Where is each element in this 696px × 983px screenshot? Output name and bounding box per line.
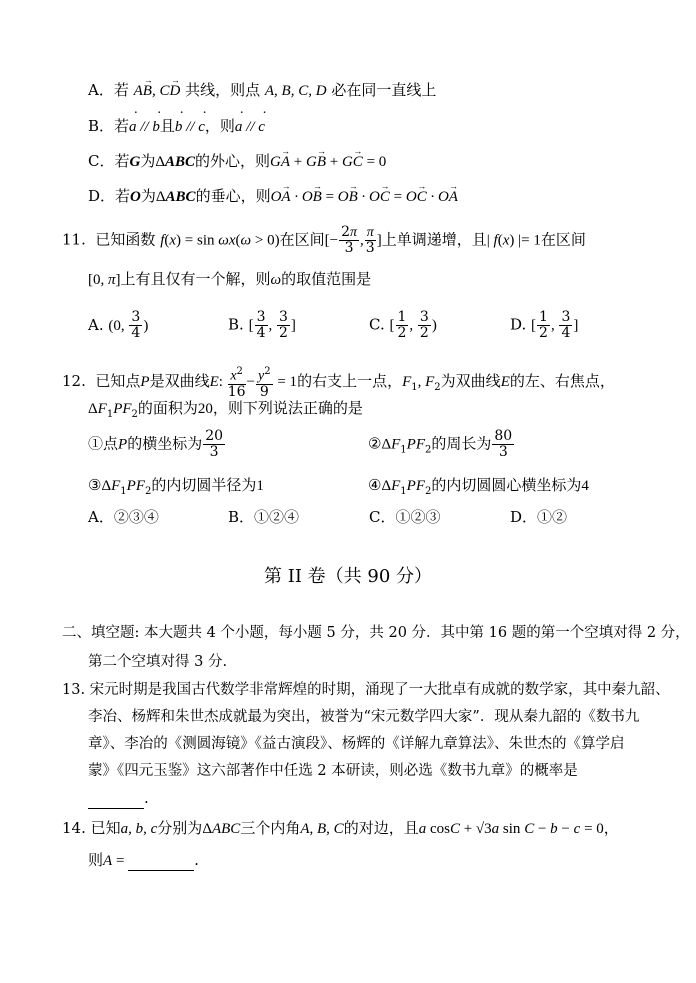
q13-line3: 章》、李冶的《测圆海镜》《益古演段》、杨辉的《详解九章算法》、朱世杰的《算学启 <box>88 736 625 752</box>
q14-line2: 则A = . <box>88 851 199 869</box>
q13-answer-line: . <box>88 788 149 809</box>
q13-line2: 李冶、杨辉和朱世杰成就最为突出，被誉为“宋元数学四大家”．现从秦九韶的《数书九 <box>88 709 640 725</box>
q11-option-a: A. (0, $\frac{3}{4}$ ) <box>88 309 149 341</box>
q12-statement-2: $②\Delta F_1PF_2$的周长为 $\frac{80}{3}$ <box>368 428 513 460</box>
q10-option-d: D．若O为ΔABC的垂心，则→ OA · → OB = → OB · → OC = → OC · → OA <box>88 186 458 207</box>
q12-statement-3: $③\Delta F_1PF_2$的内切圆半径为1 <box>88 476 264 497</box>
q11-option-d: D. [ $\frac{1}{2}$ , $\frac{3}{4}$ ] <box>510 309 579 341</box>
q12-statement-1: ①点P的横坐标为 $\frac{20}{3}$ <box>88 428 224 460</box>
section-title: 第 II 卷（共 90 分） <box>263 566 432 587</box>
q11-options <box>88 310 148 341</box>
q10-option-b: B．若· a // · b且· b // · c，则· a // · c <box>88 116 265 137</box>
q11-line2: [0, π]上有且仅有一个解，则ω的取值范围是 <box>88 270 372 288</box>
q12-option-a: A．②③④ <box>88 508 159 526</box>
q14-answer-blank[interactable] <box>128 850 194 871</box>
q12-option-b: B．①②④ <box>228 508 300 526</box>
part2-instructions-line1: 二、填空题: 本大题共 4 个小题，每小题 5 分，共 20 分．其中第 16 题的第一个空填对得 2 分， <box>62 625 690 641</box>
q14-line1: 14. 已知a, b, c分别为ΔABC三个内角A, B, C的对边，且a cosC + √3a sin C − b − c = 0， <box>62 819 619 837</box>
q12-statement-4: $④\Delta F_1PF_2$的内切圆圆心横坐标为4 <box>368 476 589 497</box>
q12-line2: $\Delta F_1PF_2$的面积为20，则下列说法正确的是 <box>88 399 363 420</box>
q12-option-c: C．①②③ <box>369 508 441 526</box>
part2-instructions-line2: 第二个空填对得 3 分. <box>88 654 228 670</box>
q10-option-a: A．若 → AB, → CD 共线，则点 A, B, C, D 必在同一直线上 <box>88 80 436 101</box>
q13-line1: 13. 宋元时期是我国古代数学非常辉煌的时期，涌现了一大批卓有成就的数学家，其中秦九韶、 <box>62 682 670 698</box>
q12-option-d: D．①② <box>510 508 568 526</box>
q10-option-c: C．若G为ΔABC的外心，则→ GA + → GB + → GC = 0 <box>88 151 386 172</box>
q11-option-b: B. [ $\frac{3}{4}$ , $\frac{3}{2}$ ] <box>228 309 296 341</box>
q11-line1: 11. 已知函数 f(x) = sin ωx(ω > 0)在区间[− $\frac{2\pi}{3}$ , $\frac{\pi}{3}$ ]上单调递增，且| f(x) |= 1在区间 <box>62 224 586 256</box>
q12-line1: 12. 已知点P是双曲线E: $\frac{x^2}{16}$ − $\frac{y^2}{9}$ = 1的右支上一点，$F_1$, $F_2$为双曲线E的左、右焦点， <box>62 366 615 400</box>
q11-option-c: C. [ $\frac{1}{2}$ , $\frac{3}{2}$ ) <box>369 309 437 341</box>
q13-answer-blank[interactable] <box>88 788 144 809</box>
q13-line4: 蒙》《四元玉鉴》这六部著作中任选 2 本研读，则必选《数书九章》的概率是 <box>88 763 578 779</box>
